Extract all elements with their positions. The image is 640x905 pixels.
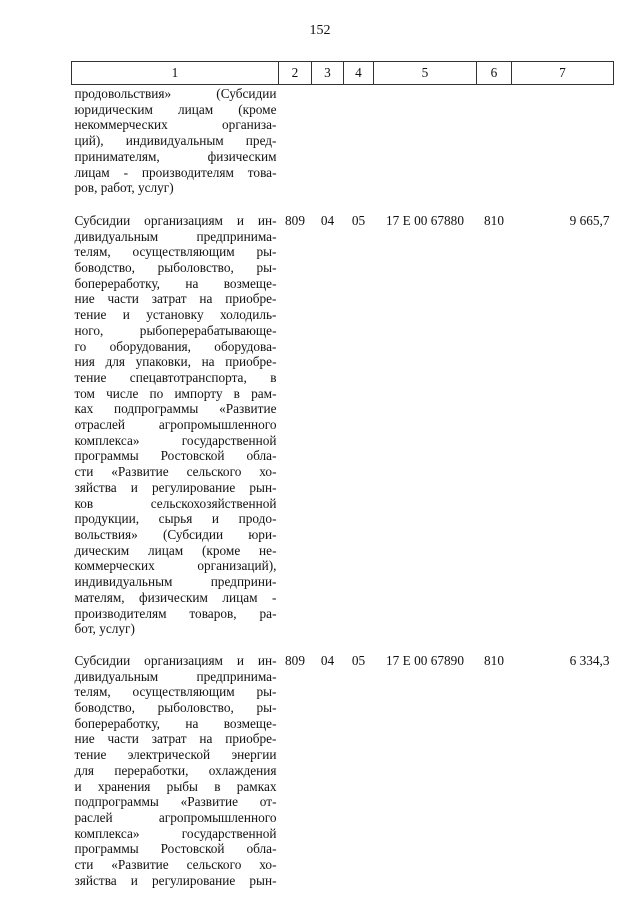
description-line: ций), индивидуальным пред- bbox=[74, 133, 277, 149]
table-row bbox=[72, 653, 614, 889]
ministry-code: 809 bbox=[285, 652, 305, 668]
column-header-6: 6 bbox=[477, 62, 512, 85]
section-code bbox=[312, 85, 344, 213]
amount bbox=[512, 85, 614, 213]
description-line: бопереработку, на возмеще- bbox=[74, 275, 277, 291]
page-number: 152 bbox=[309, 23, 331, 38]
description-line: производителям товаров, ра- bbox=[74, 605, 277, 621]
description-line: продукции, сырья и продо- bbox=[74, 511, 277, 527]
column-header-7: 7 bbox=[512, 62, 614, 85]
column-header-5: 5 bbox=[374, 62, 477, 85]
row-description bbox=[72, 653, 279, 889]
subsection-code: 05 bbox=[351, 652, 366, 668]
description-line: мателям, физическим лицам - bbox=[74, 589, 277, 605]
description-line: вольствия» (Субсидии юри- bbox=[74, 526, 277, 542]
table-row bbox=[72, 213, 614, 653]
description-line: ров, работ, услуг) bbox=[74, 180, 174, 196]
description-line: ного, рыбоперерабатывающе- bbox=[74, 322, 277, 338]
description-line: сти «Развитие сельского хо- bbox=[74, 464, 277, 480]
description-line: боводство, рыболовство, ры- bbox=[74, 260, 277, 276]
expense-type-code: 810 bbox=[484, 652, 504, 668]
description-line: юридическим лицам (кроме bbox=[74, 101, 277, 117]
description-line: комплекса» государственной bbox=[74, 432, 277, 448]
description-line: ках подпрограммы «Развитие bbox=[74, 401, 277, 417]
section-code: 04 bbox=[320, 652, 335, 668]
expense-type-code bbox=[477, 85, 512, 213]
description-line: ние части затрат на приобре- bbox=[74, 291, 277, 307]
description-line: и хранения рыбы в рамках bbox=[74, 778, 277, 794]
target-article-code: 17 Е 00 67890 bbox=[386, 652, 464, 668]
description-line: для переработки, охлаждения bbox=[74, 762, 277, 778]
description-line: принимателям, физическим bbox=[74, 148, 277, 164]
subsection-code: 05 bbox=[351, 212, 366, 228]
description-line: ния для упаковки, на приобре- bbox=[74, 354, 277, 370]
description-line: го оборудования, оборудова- bbox=[74, 338, 277, 354]
description-line: тение электрической энергии bbox=[74, 747, 277, 763]
description-line: коммерческих организаций), bbox=[74, 558, 277, 574]
description-line: ние части затрат на приобре- bbox=[74, 731, 277, 747]
target-article-code: 17 Е 00 67880 bbox=[386, 212, 464, 228]
description-line: индивидуальным предприни- bbox=[74, 574, 277, 590]
description-line: дическим лицам (кроме не- bbox=[74, 542, 277, 558]
column-header-3: 3 bbox=[312, 62, 344, 85]
column-header-2: 2 bbox=[279, 62, 312, 85]
description-line: сти «Развитие сельского хо- bbox=[74, 857, 277, 873]
description-line: дивидуальным предпринима- bbox=[74, 668, 277, 684]
header-row bbox=[72, 62, 614, 85]
description-line: программы Ростовской обла- bbox=[74, 841, 277, 857]
description-line: бот, услуг) bbox=[74, 621, 135, 637]
description-line: дивидуальным предпринима- bbox=[74, 228, 277, 244]
description-line: том числе по импорту в рам- bbox=[74, 385, 277, 401]
amount: 9 665,7 bbox=[569, 212, 610, 228]
amount: 6 334,3 bbox=[569, 652, 610, 668]
description-line: боводство, рыболовство, ры- bbox=[74, 700, 277, 716]
column-header-4: 4 bbox=[344, 62, 374, 85]
description-line: бопереработку, на возмеще- bbox=[74, 715, 277, 731]
ministry-code bbox=[279, 85, 312, 213]
description-line: некоммерческих организа- bbox=[74, 117, 277, 133]
description-line: лицам - производителям това- bbox=[74, 164, 277, 180]
description-line: отраслей агропромышленного bbox=[74, 417, 277, 433]
description-line: раслей агропромышленного bbox=[74, 809, 277, 825]
row-description bbox=[72, 85, 279, 213]
description-line: зяйства и регулирование рын- bbox=[74, 872, 277, 888]
description-line: зяйства и регулирование рын- bbox=[74, 479, 277, 495]
expense-type-code: 810 bbox=[484, 212, 504, 228]
description-line: комплекса» государственной bbox=[74, 825, 277, 841]
description-line: тение спецавтотранспорта, в bbox=[74, 369, 277, 385]
table-row bbox=[72, 85, 614, 213]
row-description bbox=[72, 213, 279, 653]
description-line: продовольствия» (Субсидии bbox=[74, 86, 277, 101]
subsection-code bbox=[344, 85, 374, 213]
section-code: 04 bbox=[320, 212, 335, 228]
target-article-code bbox=[374, 85, 477, 213]
description-line: Субсидии организациям и ин- bbox=[74, 652, 277, 668]
description-line: телям, осуществляющим ры- bbox=[74, 684, 277, 700]
description-line: ков сельскохозяйственной bbox=[74, 495, 277, 511]
description-line: тение и установку холодиль- bbox=[74, 307, 277, 323]
column-header-1: 1 bbox=[72, 62, 279, 85]
budget-table bbox=[71, 61, 614, 888]
description-line: телям, осуществляющим ры- bbox=[74, 244, 277, 260]
description-line: программы Ростовской обла- bbox=[74, 448, 277, 464]
ministry-code: 809 bbox=[285, 212, 305, 228]
description-line: Субсидии организациям и ин- bbox=[74, 212, 277, 228]
description-line: подпрограммы «Развитие от- bbox=[74, 794, 277, 810]
